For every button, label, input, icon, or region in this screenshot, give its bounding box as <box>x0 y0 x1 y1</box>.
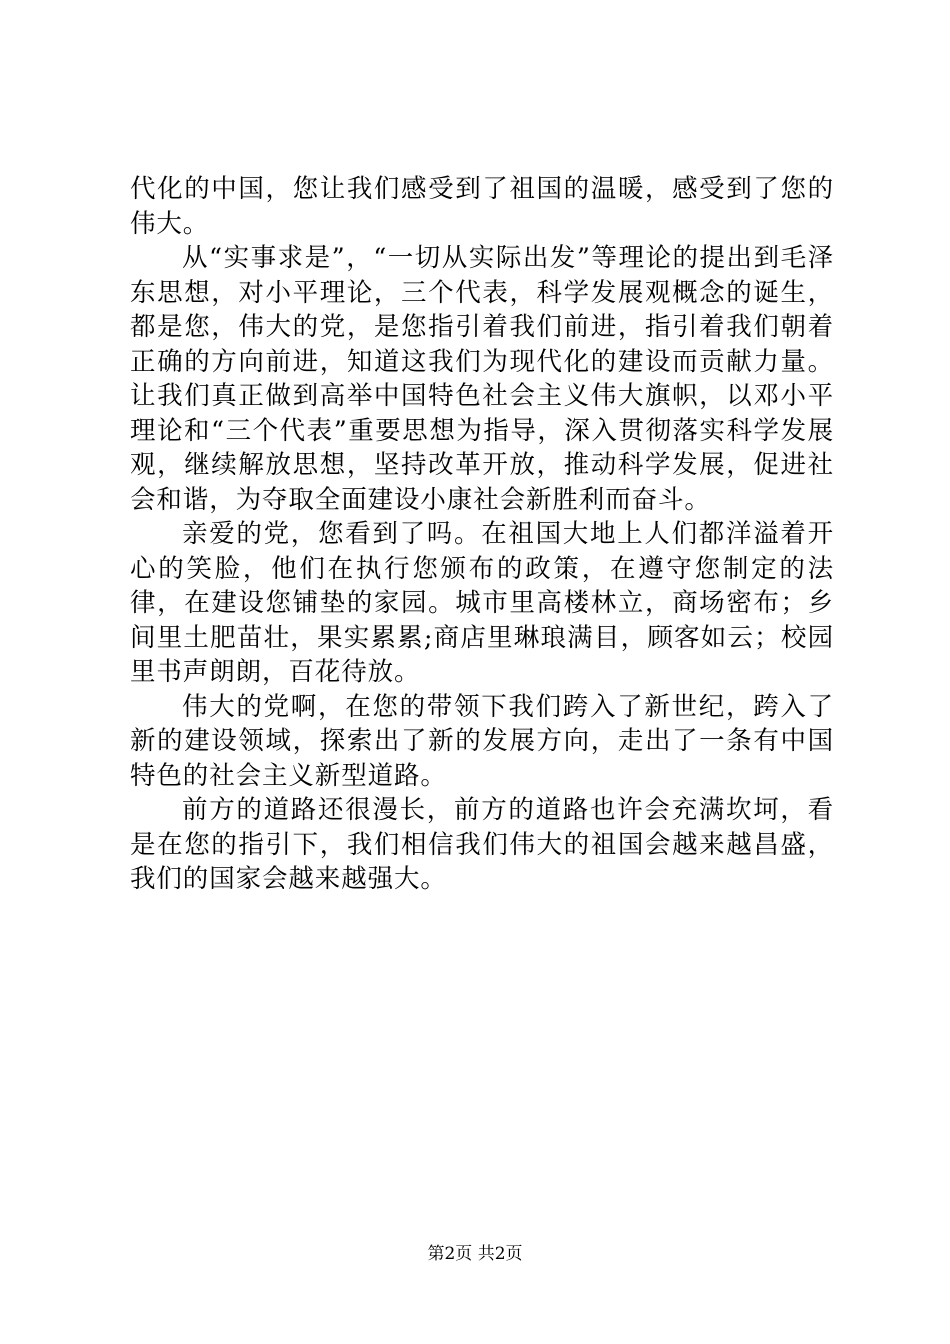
page-number-footer: 第2页 共2页 <box>427 1244 523 1264</box>
paragraph-4: 伟大的党啊，在您的带领下我们跨入了新世纪，跨入了新的建设领域，探索出了新的发展方向，走出了一条有中国特色的社会主义新型道路。 <box>130 691 834 791</box>
paragraph-2: 从“实事求是”，“一切从实际出发”等理论的提出到毛泽东思想，对小平理论，三个代表，科学发展观概念的诞生，都是您，伟大的党，是您指引着我们前进，指引着我们朝着正确的方向前进，知道这我们为现代化的建设而贡献力量。让我们真正做到高举中国特色社会主义伟大旗帜，以邓小平理论和“三个代表”重要思想为指导，深入贯彻落实科学发展观，继续解放思想，坚持改革开放，推动科学发展，促进社会和谐，为夺取全面建设小康社会新胜利而奋斗。 <box>130 243 834 515</box>
paragraph-3: 亲爱的党，您看到了吗。在祖国大地上人们都洋溢着开心的笑脸，他们在执行您颁布的政策，在遵守您制定的法律，在建设您铺垫的家园。城市里高楼林立，商场密布；乡间里土肥苗壮，果实累累;商店里琳琅满目，顾客如云；校园里书声朗朗，百花待放。 <box>130 519 834 687</box>
paragraph-1: 代化的中国，您让我们感受到了祖国的温暖，感受到了您的伟大。 <box>130 174 834 239</box>
body-text <box>130 172 834 897</box>
paragraph-5: 前方的道路还很漫长，前方的道路也许会充满坎坷，看是在您的指引下，我们相信我们伟大的祖国会越来越昌盛，我们的国家会越来越强大。 <box>130 795 834 894</box>
